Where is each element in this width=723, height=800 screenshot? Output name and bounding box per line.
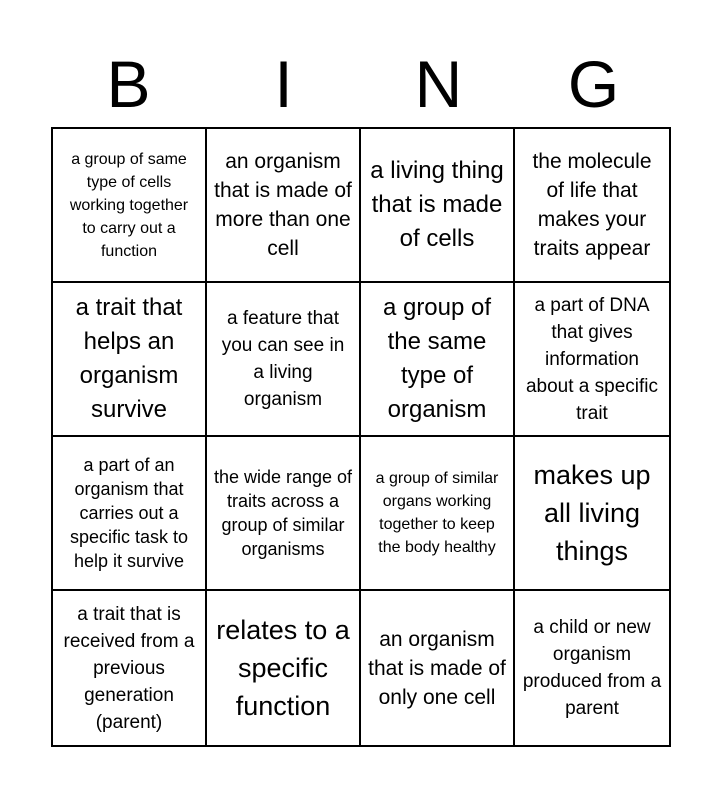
bingo-cell xyxy=(53,283,207,437)
bingo-cell xyxy=(515,437,669,591)
bingo-cell-text: a trait that is received from a previous generation (parent) xyxy=(63,603,195,733)
bingo-cell-text: an organism that is made of more than one cell xyxy=(214,150,352,260)
bingo-cell-text: a group of similar organs working together to keep the body healthy xyxy=(375,470,499,556)
bingo-cell xyxy=(361,591,515,745)
bingo-cell-text: a living thing that is made of cells xyxy=(370,157,504,252)
bingo-cell-text: a group of same type of cells working together to carry out a function xyxy=(69,150,189,260)
bingo-cell-text: a part of DNA that gives information about a specific trait xyxy=(525,294,659,424)
bingo-cell-text: a part of an organism that carries out a specific task to help it survive xyxy=(69,455,189,571)
bingo-cell xyxy=(515,591,669,745)
bingo-cell-text: makes up all living things xyxy=(533,460,651,566)
bingo-cell-text: relates to a specific function xyxy=(216,615,350,721)
bingo-cell-text: a feature that you can see in a living organism xyxy=(221,308,345,410)
bingo-cell-text: an organism that is made of only one cell xyxy=(368,627,506,709)
bingo-cell xyxy=(53,591,207,745)
bingo-cell xyxy=(53,437,207,591)
bingo-cell xyxy=(53,129,207,283)
bingo-cell xyxy=(207,437,361,591)
header-letter-n: N xyxy=(414,47,463,121)
bingo-header xyxy=(51,40,671,128)
bingo-cell xyxy=(207,283,361,437)
bingo-cell xyxy=(361,437,515,591)
bingo-cell-text: a trait that helps an organism survive xyxy=(75,294,183,423)
bingo-cell xyxy=(361,283,515,437)
header-letter-b: B xyxy=(106,47,151,121)
bingo-cell-text: the molecule of life that makes your traits appear xyxy=(532,150,652,260)
bingo-cell xyxy=(361,129,515,283)
bingo-cell-text: a group of the same type of organism xyxy=(382,294,492,423)
bingo-cell-text: the wide range of traits across a group of similar organisms xyxy=(213,467,353,559)
bingo-card-grid xyxy=(51,127,671,747)
bingo-cell xyxy=(515,283,669,437)
header-letter-i: I xyxy=(274,47,293,121)
bingo-cell xyxy=(207,129,361,283)
bingo-cell xyxy=(515,129,669,283)
header-letter-g: G xyxy=(567,47,620,121)
bingo-cell xyxy=(207,591,361,745)
bingo-cell-text: a child or new organism produced from a parent xyxy=(522,617,662,719)
